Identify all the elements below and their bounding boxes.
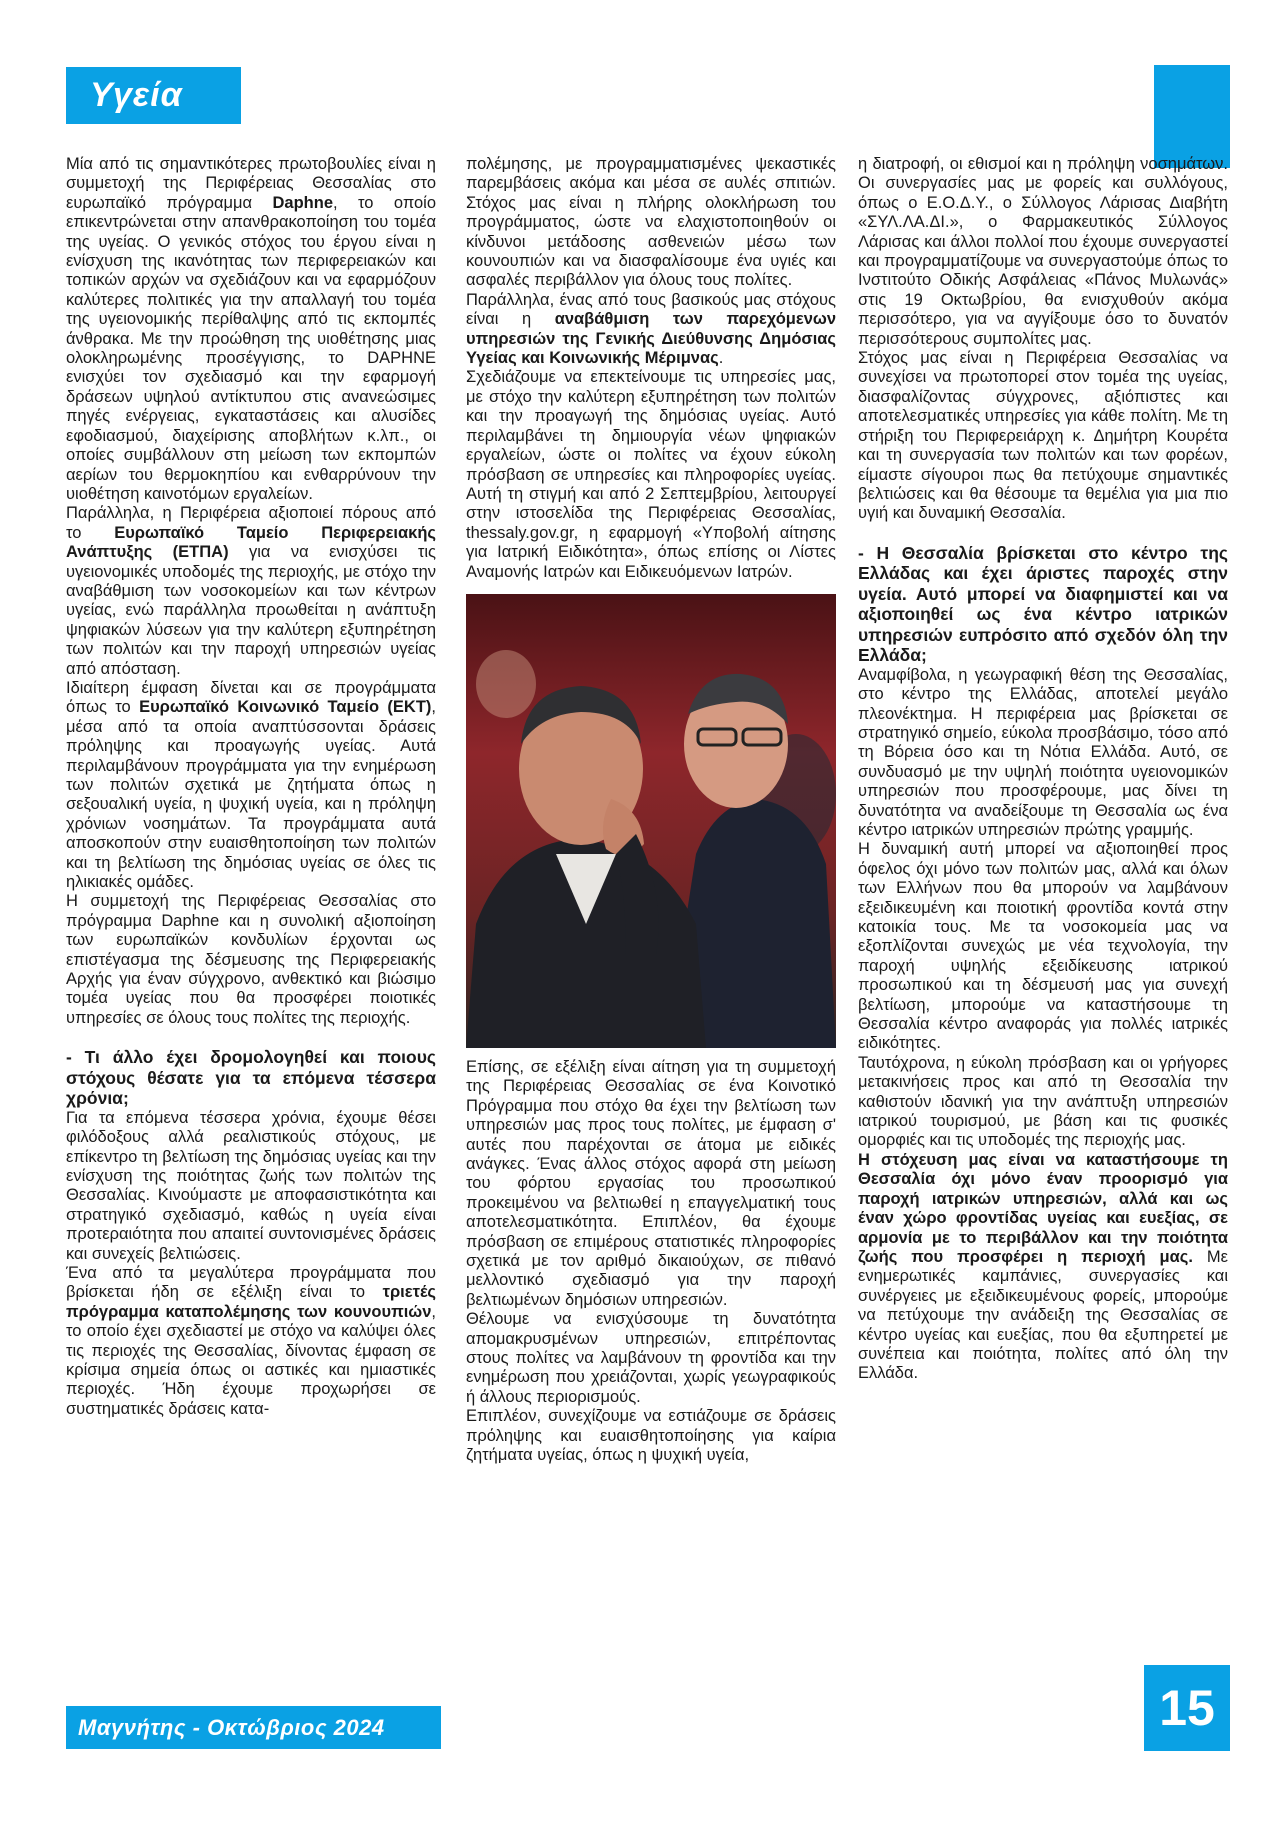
paragraph: Η συμμετοχή της Περιφέρειας Θεσσαλίας στο πρόγραμμα Daphne και η συνολική αξιοποίηση των ευρωπαϊκών κονδυλίων έρχονται ως επιστέγασμα της δέσμευσης της Περιφερειακής Αρχής για έναν σύγχρονο, ανθεκτικό και βιώσιμο τομέα υγείας που θα προσφέρει ποιοτικές υπηρεσίες σε όλους τους πολίτες της περιοχής. [66,892,436,1027]
interview-question: - Η Θεσσαλία βρίσκεται στο κέντρο της Ελλάδας και έχει άριστες παροχές στην υγεία. Αυτό μπορεί να διαφημιστεί και να αξιοποιηθεί ως ένα κέντρο ιατρικών υπηρεσιών ευπρόσιτο από σχεδόν όλη την Ελλάδα; [858,542,1228,666]
footer-issue-label: Μαγνήτης - Οκτώβριος 2024 [66,1706,441,1749]
paragraph: Ένα από τα μεγαλύτερα προγράμματα που βρίσκεται ήδη σε εξέλιξη είναι το τριετές πρόγραμμα καταπολέμησης των κουνουπιών, το οποίο έχει σχεδιαστεί με στόχο να καλύψει όλες τις περιοχές της Θεσσαλίας, δίνοντας έμφαση σε κρίσιμα σημεία όπως οι αστικές και ημιαστικές περιοχές. Ήδη έχουμε προχωρήσει σε συστηματικές δράσεις κατα- [66,1264,436,1418]
paragraph: Παράλληλα, ένας από τους βασικούς μας στόχους είναι η αναβάθμιση των παρεχόμενων υπηρεσιών της Γενικής Διεύθυνσης Δημόσιας Υγείας και Κοινωνικής Μέριμνας. [466,290,836,368]
article-photo [466,594,836,1048]
article-column-3 [858,155,1228,1384]
paragraph: Σχεδιάζουμε να επεκτείνουμε τις υπηρεσίες μας, με στόχο την καλύτερη εξυπηρέτηση των πολιτών και την προαγωγή της δημόσιας υγείας. Αυτό περιλαμβάνει τη δημιουργία νέων ψηφιακών εργαλείων, ώστε οι πολίτες να έχουν εύκολη πρόσβαση σε υπηρεσίες και πληροφορίες υγείας. Αυτή τη στιγμή και από 2 Σεπτεμβρίου, λειτουργεί στην ιστοσελίδα της Περιφέρειας Θεσσαλίας, thessaly.gov.gr, η εφαρμογή «Υποβολή αίτησης για Ιατρική Ειδικότητα», όπως επίσης οι Λίστες Αναμονής Ιατρών και Ειδικευόμενων Ιατρών. [466,368,836,581]
photo-two-men-seated [466,594,836,1048]
interview-question: - Τι άλλο έχει δρομολογηθεί και ποιους στόχους θέσατε για τα επόμενα τέσσερα χρόνια; [66,1047,436,1109]
paragraph: Ταυτόχρονα, η εύκολη πρόσβαση και οι γρήγορες μετακινήσεις προς και από τη Θεσσαλία την καθιστούν ιδανική για την ανάπτυξη υπηρεσιών ιατρικού τουρισμού, με βάση και τις φυσικές ομορφιές και τις υποδομές της περιοχής μας. [858,1053,1228,1150]
page-number: 15 [1144,1665,1230,1751]
article-column-2 [466,155,836,1465]
paragraph: Θέλουμε να ενισχύσουμε τη δυνατότητα απομακρυσμένων υπηρεσιών, επιτρέποντας στους πολίτες να λαμβάνουν τη φροντίδα και την ενημέρωση που χρειάζονται, χωρίς γεωγραφικούς ή άλλους περιορισμούς. [466,1310,836,1406]
paragraph: Επίσης, σε εξέλιξη είναι αίτηση για τη συμμετοχή της Περιφέρειας Θεσσαλίας σε ένα Κοινοτικό Πρόγραμμα που στόχο θα έχει την βελτίωση των υπηρεσιών μας προς τους πολίτες, με έμφαση σ' αυτές που παρέχονται σε άτομα με ειδικές ανάγκες. Ένας άλλος στόχος αφορά στη μείωση του φόρτου εργασίας του προσωπικού προκειμένου να βελτιωθεί η επαγγελματική τους αποτελεσματικότητα. Επιπλέον, θα έχουμε πρόσβαση σε επιμέρους στατιστικές πληροφορίες σχετικά με τον αριθμό δικαιούχων, σε πιθανό μελλοντικό σχεδιασμό για την παροχή βελτιωμένων δημόσιων υπηρεσιών. [466,1057,836,1309]
paragraph: Για τα επόμενα τέσσερα χρόνια, έχουμε θέσει φιλόδοξους αλλά ρεαλιστικούς στόχους, με επίκεντρο τη βελτίωση της δημόσιας υγείας και την ενίσχυση της ποιότητας ζωής των πολιτών της Θεσσαλίας. Κινούμαστε με αποφασιστικότητα και στρατηγικό σχεδιασμό, καθώς η υγεία είναι προτεραιότητα που απαιτεί συντονισμένες δράσεις και συνεχείς βελτιώσεις. [66,1108,436,1263]
paragraph: Αναμφίβολα, η γεωγραφική θέση της Θεσσαλίας, στο κέντρο της Ελλάδας, αποτελεί μεγάλο πλεονέκτημα. Η περιφέρεια μας βρίσκεται σε στρατηγικό σημείο, εύκολα προσβάσιμο, τόσο από τη Βόρεια όσο και τη Νότια Ελλάδα. Αυτό, σε συνδυασμό με την υψηλή ποιότητα υγειονομικών υπηρεσιών που προσφέρουμε, μας δίνει τη δυνατότητα να αναδείξουμε τη Θεσσαλία ως ένα κέντρο ιατρικών υπηρεσιών πρώτης γραμμής. [858,665,1228,839]
paragraph: Επιπλέον, συνεχίζουμε να εστιάζουμε σε δράσεις πρόληψης και ευαισθητοποίησης για καίρια ζητήματα υγείας, όπως η ψυχική υγεία, [466,1407,836,1465]
paragraph: Η δυναμική αυτή μπορεί να αξιοποιηθεί προς όφελος όχι μόνο των πολιτών μας, αλλά και όλων των Ελλήνων που θα μπορούν να λαμβάνουν εξειδικευμένη και ποιοτική φροντίδα κοντά στην κατοικία τους. Με τα νοσοκομεία μας να εξοπλίζονται συνεχώς με νέα τεχνολογία, την παροχή υψηλής εξειδίκευσης ιατρικού προσωπικού και τη δέσμευσή μας για συνεχή βελτίωση, μπορούμε να καταστήσουμε τη Θεσσαλία κέντρο αναφοράς για πολλές ιατρικές ειδικότητες. [858,840,1228,1053]
paragraph: Η στόχευση μας είναι να καταστήσουμε τη Θεσσαλία όχι μόνο έναν προορισμό για παροχή ιατρικών υπηρεσιών, αλλά και ως έναν χώρο φροντίδας υγείας και ευεξίας, σε αρμονία με το περιβάλλον και την ποιότητα ζωής που προσφέρει η περιοχή μας. Με ενημερωτικές καμπάνιες, συνεργασίες και συνέργειες με εξειδικευμένους φορείς, μπορούμε να πετύχουμε την ανάδειξη της Θεσσαλίας σε κέντρο υγείας και ευεξίας, που θα εξυπηρετεί με συνέπεια και ποιότητα, πολίτες από όλη την Ελλάδα. [858,1150,1229,1383]
paragraph: Ιδιαίτερη έμφαση δίνεται και σε προγράμματα όπως το Ευρωπαϊκό Κοινωνικό Ταμείο (ΕΚΤ), μέσα από τα οποία αναπτύσσονται δράσεις πρόληψης και προαγωγής υγείας. Αυτά περιλαμβάνουν προγράμματα για την ενημέρωση των πολιτών σχετικά με ζητήματα όπως η σεξουαλική υγεία, η ψυχική υγεία, και η πρόληψη χρόνιων νοσημάτων. Τα προγράμματα αυτά αποσκοπούν στην ευαισθητοποίηση των πολιτών και τη βελτίωση της δημόσιας υγείας σε όλες τις ηλικιακές ομάδες. [66,678,436,892]
article-column-1 [66,155,436,1419]
paragraph: πολέμησης, με προγραμματισμένες ψεκαστικές παρεμβάσεις ακόμα και μέσα σε αυλές σπιτιών. Στόχος μας είναι η πλήρης ολοκλήρωση του προγράμματος, ώστε να ελαχιστοποιηθούν οι κίνδυνοι μετάδοσης ασθενειών μέσω των κουνουπιών και να διασφαλίσουμε ένα υγιές και ασφαλές περιβάλλον για όλους τους πολίτες. [466,155,836,290]
paragraph: η διατροφή, οι εθισμοί και η πρόληψη νοσημάτων. Οι συνεργασίες μας με φορείς και συλλόγους, όπως ο Ε.Ο.Δ.Υ., ο Σύλλογος Λάρισας Διαβήτη «ΣΥΛ.ΛΑ.ΔΙ.», ο Φαρμακευτικός Σύλλογος Λάρισας και άλλοι πολλοί που έχουμε συνεργαστεί και προγραμματίζουμε να συνεργαστούμε όπως το Ινστιτούτο Οδικής Ασφάλειας «Πάνος Μυλωνάς» στις 19 Οκτωβρίου, θα ενισχυθούν ακόμα περισσότερο, για να αγγίξουμε όσο το δυνατόν περισσότερους συμπολίτες μας. [858,155,1228,348]
section-title: Υγεία [66,67,241,124]
paragraph: Στόχος μας είναι η Περιφέρεια Θεσσαλίας να συνεχίσει να πρωτοπορεί στον τομέα της υγείας, διασφαλίζοντας σύγχρονες, αξιόπιστες και αποτελεσματικές υπηρεσίες για κάθε πολίτη. Με τη στήριξη του Περιφερειάρχη κ. Δημήτρη Κουρέτα και τη συνεργασία των πολιτών και των φορέων, είμαστε σίγουροι πως θα πετύχουμε σημαντικές βελτιώσεις και θα θέσουμε τα θεμέλια για μια πιο υγιή και δυναμική Θεσσαλία. [858,349,1228,523]
corner-accent-block [1154,65,1230,168]
paragraph: Παράλληλα, η Περιφέρεια αξιοποιεί πόρους από το Ευρωπαϊκό Ταμείο Περιφερειακής Ανάπτυξης (ΕΤΠΑ) για να ενισχύσει τις υγειονομικές υποδομές της περιοχής, με στόχο την αναβάθμιση των νοσοκομείων και των κέντρων υγείας, ενώ παράλληλα προωθείται η ανάπτυξη ψηφιακών λύσεων για την καλύτερη εξυπηρέτηση των πολιτών και την παροχή υπηρεσιών υγείας από απόσταση. [66,504,436,678]
paragraph: Μία από τις σημαντικότερες πρωτοβουλίες είναι η συμμετοχή της Περιφέρειας Θεσσαλίας στο ευρωπαϊκό πρόγραμμα Daphne, το οποίο επικεντρώνεται στην απανθρακοποίηση του τομέα της υγείας. Ο γενικός στόχος του έργου είναι η ενίσχυση της ικανότητας των περιφερειακών και τοπικών αρχών να σχεδιάζουν και να εφαρμόζουν καλύτερες πολιτικές για την απαλλαγή του τομέα της υγειονομικής περίθαλψης από τις εκπομπές άνθρακα. Με την προώθηση της υιοθέτησης μιας ολοκληρωμένης προσέγγισης, το DAPHNE ενισχύει τον σχεδιασμό και την εφαρμογή δράσεων υψηλού αντίκτυπου στις ανανεώσιμες πηγές ενέργειας, εγκαταστάσεις και αλυσίδες εφοδιασμού, διαχείρισης αποβλήτων κ.λπ., οι οποίες συμβάλλουν στη μείωση των εκπομπών αερίων του θερμοκηπίου και ενθαρρύνουν την υιοθέτηση καινοτόμων εργαλείων. [66,155,436,503]
